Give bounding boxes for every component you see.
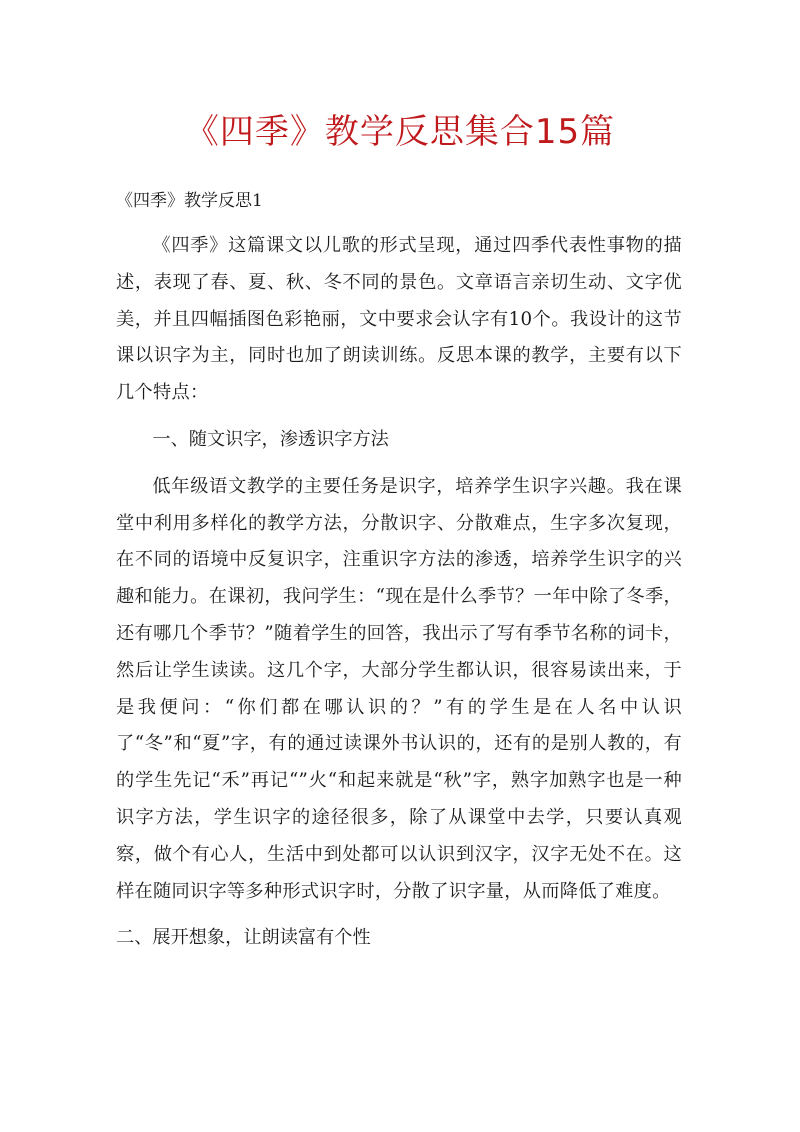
- section-title: 《四季》教学反思1: [116, 191, 263, 211]
- document-title: 《四季》教学反思集合15篇: [184, 112, 616, 152]
- document-body: [116, 228, 682, 967]
- body-paragraph-1: 低年级语文教学的主要任务是识字，培养学生识字兴趣。我在课堂中利用多样化的教学方法，分散识字、分散难点，生字多次复现，在不同的语境中反复识字，注重识字方法的渗透，培养学生识字的兴趣和能力。在课初，我问学生：“现在是什么季节？一年中除了冬季，还有哪几个季节？”随着学生的回答，我出示了写有季节名称的词卡，然后让学生读读。这几个字，大部分学生都认识，很容易读出来，于是我便问：“你们都在哪认识的？”有的学生是在人名中认识了“冬”和“夏”字，有的通过读课外书认识的，还有的是别人教的，有的学生先记“禾”再记“”火“和起来就是“秋”字，熟字加熟字也是一种识字方法，学生识字的途径很多，除了从课堂中去学，只要认真观察，做个有心人，生活中到处都可以认识到汉字，汉字无处不在。这样在随同识字等多种形式识字时，分散了识字量，从而降低了难度。: [116, 475, 682, 902]
- intro-paragraph: 《四季》这篇课文以儿歌的形式呈现，通过四季代表性事物的描述，表现了春、夏、秋、冬不同的景色。文章语言亲切生动、文字优美，并且四幅插图色彩艳丽，文中要求会认字有10个。我设计的这节课以识字为主，同时也加了朗读训练。反思本课的教学，主要有以下几个特点：: [116, 235, 682, 404]
- subheading-1: 一、随文识字，渗透识字方法: [152, 428, 389, 450]
- subheading-2: 二、展开想象，让朗读富有个性: [116, 927, 371, 949]
